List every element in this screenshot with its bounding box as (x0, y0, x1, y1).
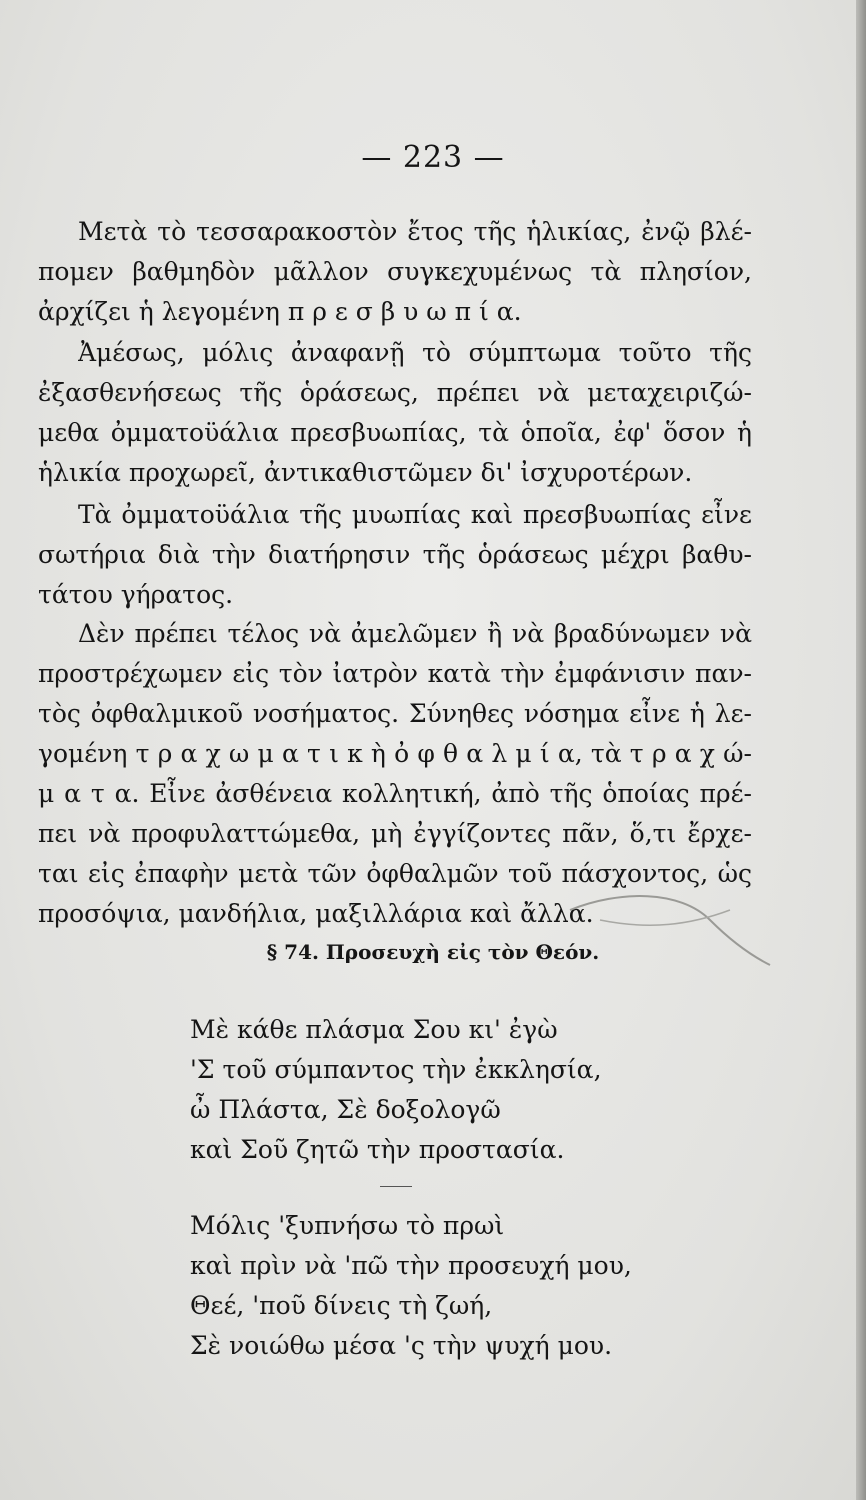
paragraph-line: προσόψια, μανδήλια, μαξιλλάρια καὶ ἄλλα. (38, 899, 594, 928)
verse-line: καὶ πρὶν νὰ 'πῶ τὴν προσευχή μου, (190, 1251, 632, 1280)
paragraph-line: ται εἰς ἐπαφὴν μετὰ τῶν ὀφθαλμῶν τοῦ πάσχοντος, ὡς (38, 859, 752, 888)
paragraph-line: προστρέχωμεν εἰς τὸν ἰατρὸν κατὰ τὴν ἐμφάνισιν παν- (38, 659, 752, 688)
verse-line: ὦ Πλάστα, Σὲ δοξολογῶ (190, 1095, 501, 1124)
paragraph-line: μεθα ὀμματοϋάλια πρεσβυωπίας, τὰ ὁποῖα, ἐφ' ὅσον ἡ (38, 418, 752, 447)
paragraph-line: τάτου γήρατος. (38, 580, 234, 609)
paragraph-line: ἐξασθενήσεως τῆς ὁράσεως, πρέπει νὰ μεταχειριζώ- (38, 378, 752, 407)
paragraph-line: ἀρχίζει ἡ λεγομένη π ρ ε σ β υ ω π ί α. (38, 297, 522, 326)
paragraph-line: Τὰ ὀμματοϋάλια τῆς μυωπίας καὶ πρεσβυωπίας εἶνε (78, 500, 752, 529)
paragraph-line: τὸς ὀφθαλμικοῦ νοσήματος. Σύνηθες νόσημα εἶνε ἡ λε- (38, 699, 752, 728)
paragraph-line: μ α τ α. Εἶνε ἀσθένεια κολλητική, ἀπὸ τῆς ὁποίας πρέ- (38, 779, 752, 808)
paragraph-line: Μετὰ τὸ τεσσαρακοστὸν ἔτος τῆς ἡλικίας, ἐνῷ βλέ- (78, 217, 752, 246)
page-number: — 223 — (361, 140, 505, 175)
paragraph-line: ἡλικία προχωρεῖ, ἀντικαθιστῶμεν δι' ἰσχυροτέρων. (38, 458, 693, 487)
paragraph-line: πει νὰ προφυλαττώμεθα, μὴ ἐγγίζοντες πᾶν, ὅ,τι ἔρχε- (38, 819, 752, 848)
verse-line: Θεέ, 'ποῦ δίνεις τὴ ζωή, (190, 1291, 493, 1320)
verse-line: Μόλις 'ξυπνήσω τὸ πρωὶ (190, 1211, 505, 1240)
page-edge (856, 0, 866, 1500)
paragraph-line: Δὲν πρέπει τέλος νὰ ἀμελῶμεν ἢ νὰ βραδύνωμεν νὰ (78, 619, 752, 648)
pencil-mark-icon (560, 880, 780, 980)
paragraph-line: πομεν βαθμηδὸν μᾶλλον συγκεχυμένως τὰ πλησίον, (38, 257, 752, 286)
paragraph-line: σωτήρια διὰ τὴν διατήρησιν τῆς ὁράσεως μέχρι βαθυ- (38, 540, 752, 569)
paragraph-line: γομένη τ ρ α χ ω μ α τ ι κ ὴ ὀ φ θ α λ μ ί α, τὰ τ ρ α χ ώ- (38, 739, 752, 768)
section-heading: § 74. Προσευχὴ εἰς τὸν Θεόν. (266, 940, 600, 964)
paragraph-line: Ἀμέσως, μόλις ἀναφανῇ τὸ σύμπτωμα τοῦτο τῆς (78, 338, 752, 367)
verse-line: Μὲ κάθε πλάσμα Σου κι' ἐγὼ (190, 1015, 558, 1044)
verse-line: Σὲ νοιώθω μέσα 'ς τὴν ψυχή μου. (190, 1331, 613, 1360)
stanza-divider (380, 1186, 412, 1187)
verse-line: 'Σ τοῦ σύμπαντος τὴν ἐκκλησία, (190, 1055, 602, 1084)
verse-line: καὶ Σοῦ ζητῶ τὴν προστασία. (190, 1135, 565, 1164)
